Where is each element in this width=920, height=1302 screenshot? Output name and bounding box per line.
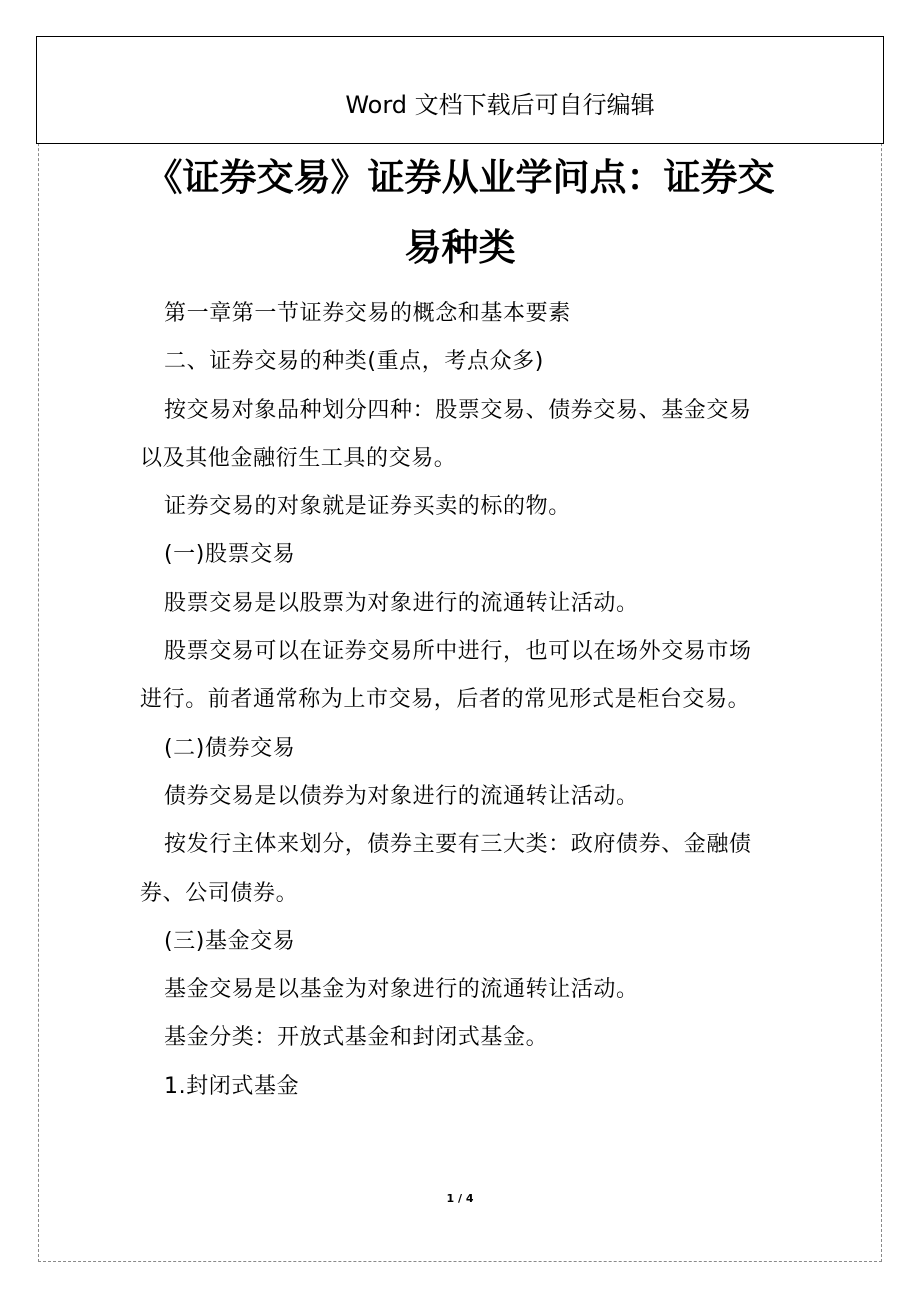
paragraph: 股票交易可以在证券交易所中进行，也可以在场外交易市场进行。前者通常称为上市交易，后者的常见形式是柜台交易。 [140,639,752,713]
paragraph: 二、证券交易的种类(重点，考点众多) [164,349,544,375]
document-title: 《证券交易》证券从业学问点：证券交易种类 [145,156,775,269]
paragraph: 基金交易是以基金为对象进行的流通转让活动。 [164,977,639,1003]
paragraph: 基金分类：开放式基金和封闭式基金。 [164,1025,549,1051]
paragraph: 股票交易是以股票为对象进行的流通转让活动。 [164,590,639,616]
document-body [140,290,760,1111]
paragraph: 证券交易的对象就是证券买卖的标的物。 [164,494,571,520]
header-box [36,36,884,144]
section-heading: (一)股票交易 [164,542,296,568]
paragraph: 债券交易是以债券为对象进行的流通转让活动。 [164,783,639,809]
section-heading: (二)债券交易 [164,735,296,761]
section-heading: 1.封闭式基金 [164,1073,300,1099]
paragraph: 按发行主体来划分，债券主要有三大类：政府债券、金融债券、公司债券。 [140,832,752,906]
paragraph: 第一章第一节证券交易的概念和基本要素 [164,301,571,326]
paragraph: 按交易对象品种划分四种：股票交易、债券交易、基金交易以及其他金融衍生工具的交易。 [140,397,752,471]
page-number: 1 / 4 [446,1192,474,1205]
section-heading: (三)基金交易 [164,928,296,954]
header-text: Word 文档下载后可自行编辑 [345,91,655,119]
